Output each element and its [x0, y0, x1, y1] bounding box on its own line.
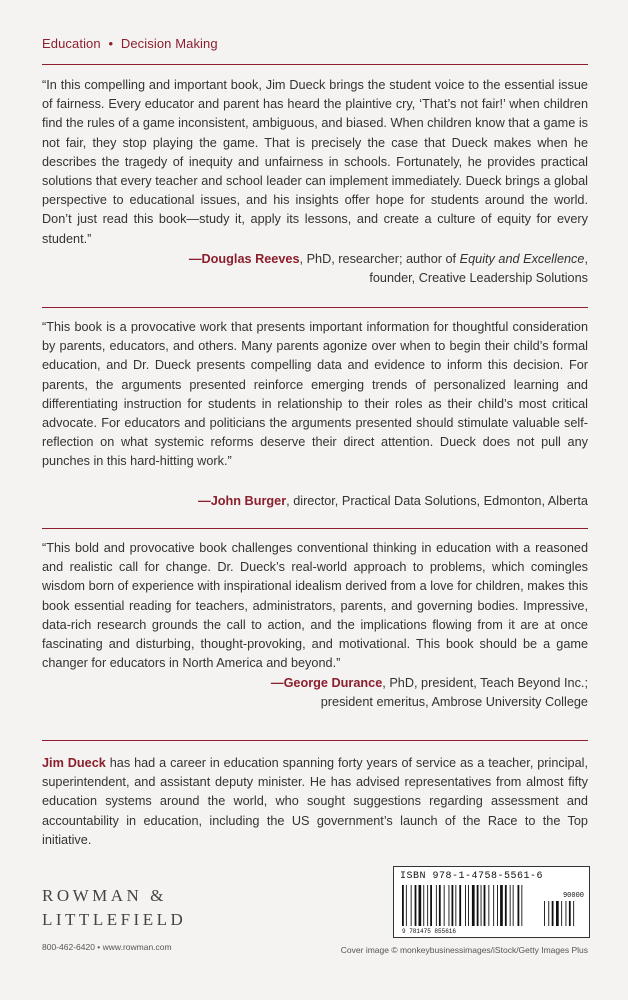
- barcode-addon-bar: [573, 901, 574, 926]
- book-title: Equity and Excellence: [459, 252, 585, 266]
- barcode-bar: [423, 885, 424, 926]
- category-education: Education: [42, 36, 101, 51]
- divider-1: [42, 307, 588, 308]
- barcode-bar: [484, 885, 486, 926]
- isbn-text: ISBN 978-1-4758-5561-6: [400, 871, 544, 882]
- barcode-bar: [513, 885, 514, 926]
- barcode-addon-bar: [544, 901, 545, 926]
- attribution-name: —John Burger: [198, 494, 287, 508]
- barcode-bar: [415, 885, 417, 926]
- barcode-bar: [468, 885, 469, 926]
- barcode-bar: [444, 885, 445, 926]
- barcode-bar: [472, 885, 475, 926]
- barcode-bar: [505, 885, 507, 926]
- barcode-bar: [518, 885, 520, 926]
- barcode-addon-bar: [569, 901, 571, 926]
- barcode-bar: [439, 885, 441, 926]
- attribution-name: —George Durance: [270, 676, 383, 690]
- category-decision-making: Decision Making: [120, 36, 218, 51]
- attribution-line2: founder, Creative Leadership Solutions: [369, 271, 588, 286]
- cover-image-credit: Cover image © monkeybusinessimages/iStock/Getty Images Plus: [340, 945, 588, 955]
- bullet-separator: •: [108, 36, 114, 51]
- price-code: 90000: [562, 892, 584, 900]
- quote-reeves: “In this compelling and important book, Jim Dueck brings the student voice to the essential issue of fairness. Every educator and parent has heard the plaintive cry, ‘That’s not fair!’ when children find the rules of a game inconsistent, ambiguous, and biased. When children know that a game is not fair, they stop playing the game. That is precisely the case that Dueck makes when he describes the tragedy of inequity and unfairness in schools. Fortunately, he provides practical solutions that every teacher and school leader can implement immediately. Dueck brings a global perspective to educational issues, and his insights offer hope for students around the world. Don’t just read this book—study it, apply its lessons, and create a culture of equity for every student.”: [42, 78, 588, 246]
- attribution-name: —Douglas Reeves: [188, 252, 300, 266]
- attribution-reeves: [42, 250, 588, 288]
- author-name: Jim Dueck: [42, 756, 106, 770]
- barcode-bar: [419, 885, 422, 926]
- barcode-bar: [500, 885, 503, 926]
- barcode-bar: [436, 885, 437, 926]
- quote-burger: “This book is a provocative work that presents important information for thoughtful consideration by parents, educators, and others. Many parents agonize over when to begin their child’s formal education, and Dr. Dueck presents compelling data and evidence to inform this decision. For parents, the arguments presented reinforce emerging trends of personalized learning and differentiating instruction for students in relationship to their roles as their child’s most critical advocate. For educators and politicians the arguments presented should stimulate valuable self-reflection on what systemic reforms deserve their direct attention. Dueck does not pull any punches in this hard-hitting work.”: [42, 320, 588, 469]
- barcode-box: [393, 866, 590, 938]
- barcode-bar: [406, 885, 407, 926]
- barcode-addon-bar: [548, 901, 549, 926]
- barcode-addon-bar: [566, 901, 567, 926]
- publisher-line1: ROWMAN &: [42, 886, 167, 905]
- barcode-bar: [493, 885, 494, 926]
- publisher-contact: 800-462-6420 • www.rowman.com: [42, 942, 172, 952]
- attribution-detail: , PhD, president, Teach Beyond Inc.;: [382, 676, 588, 690]
- divider-3: [42, 740, 588, 741]
- barcode-bar: [411, 885, 412, 926]
- publisher-logo: [42, 884, 186, 932]
- author-bio: [42, 754, 588, 850]
- barcode-bar: [449, 885, 450, 926]
- barcode-bar: [459, 885, 461, 926]
- barcode-bar: [510, 885, 511, 926]
- barcode-bar: [488, 885, 489, 926]
- barcode-bar: [477, 885, 479, 926]
- attribution-comma: ,: [584, 252, 588, 266]
- barcode-bar: [452, 885, 454, 926]
- author-bio-text: has had a career in education spanning forty years of service as a teacher, principal, superintendent, and assistant deputy minister. He has advised representatives from almost fifty education systems around the world, who sought suggestions regarding assessment and accountability in education, including the US government’s launch of the Race to the Top initiative.: [42, 756, 589, 847]
- barcode-addon-bar: [552, 901, 554, 926]
- barcode-bar: [497, 885, 498, 926]
- barcode-bar: [481, 885, 482, 926]
- attribution-durance: [42, 674, 588, 712]
- barcode-digits: 9 781475 855616: [402, 928, 457, 935]
- attribution-line2: president emeritus, Ambrose University College: [320, 695, 588, 710]
- publisher-line2: LITTLEFIELD: [42, 910, 187, 929]
- barcode-bar: [402, 885, 404, 926]
- divider-2: [42, 528, 588, 529]
- attribution-detail: , director, Practical Data Solutions, Edmonton, Alberta: [286, 494, 588, 508]
- barcode-bar: [521, 885, 522, 926]
- quote-durance: “This bold and provocative book challenges conventional thinking in education with a reasoned and realistic call for change. Dr. Dueck’s real-world approach to problems, which comingles wisdom born of experience with inspirational idealism derived from a love for children, makes this book essential reading for teachers, administrators, parents, and governing bodies. Impressive, data-rich research grounds the call to action, and the implications flowing from it are at once fascinating and disturbing, thought-provoking, and motivational. This book should be a game changer for educators in North America and beyond.”: [42, 541, 588, 671]
- attribution-detail: , PhD, researcher; author of: [299, 252, 460, 266]
- barcode-bar: [427, 885, 428, 926]
- divider-top: [42, 64, 588, 65]
- barcode-bar: [430, 885, 432, 926]
- barcode-addon-bar: [561, 901, 562, 926]
- attribution-burger: [42, 492, 588, 511]
- barcode-bar: [455, 885, 456, 926]
- barcode-bar: [465, 885, 466, 926]
- category-line: [42, 36, 218, 51]
- barcode-addon-bar: [556, 901, 559, 926]
